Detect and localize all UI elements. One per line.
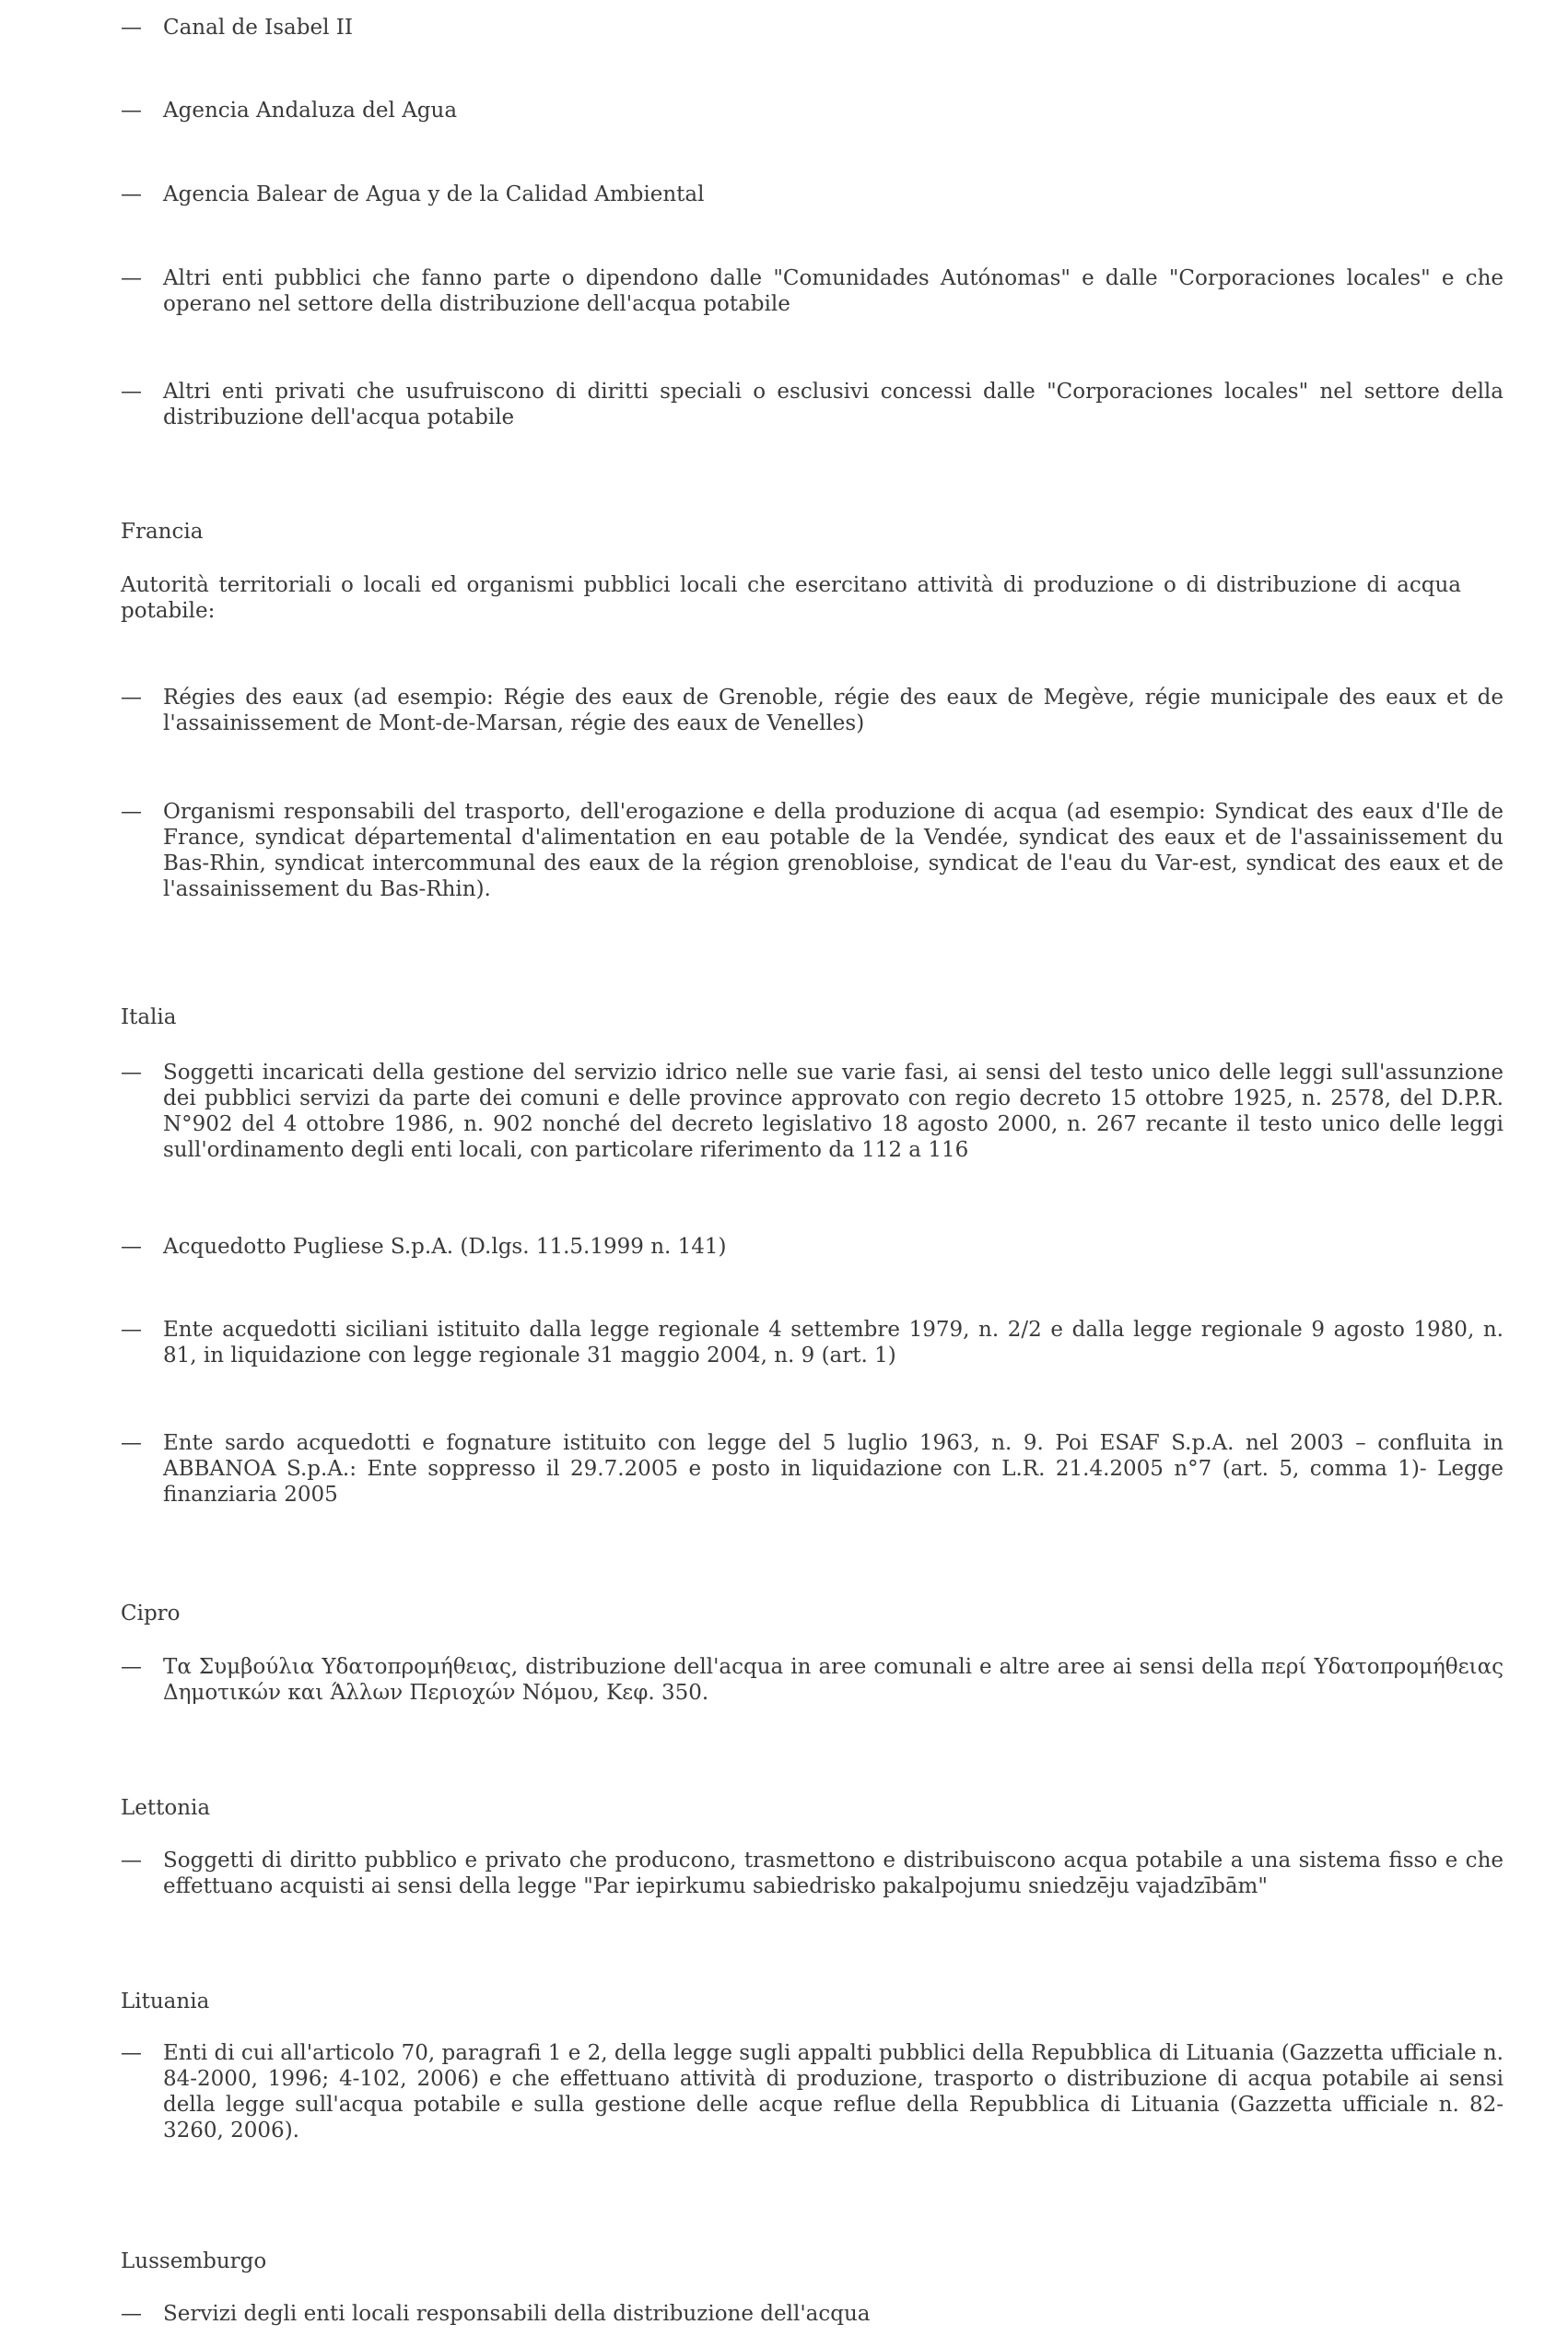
list-item	[121, 1060, 1504, 1163]
item-text: Servizi degli enti locali responsabili della distribuzione dell'acqua	[163, 2302, 871, 2326]
dash: —	[121, 1061, 142, 1085]
dash: —	[121, 1655, 142, 1679]
item-text: Ente acquedotti siciliani istituito dalla legge regionale 4 settembre 1979, n. 2/2 e dalla legge regionale 9 agosto 1980, n. 81, in liquidazione con legge regionale 31 maggio 2004, n. 9 (art. 1)	[163, 1318, 1504, 1368]
section-heading-lussemburgo: Lussemburgo	[121, 2249, 267, 2273]
item-text: Agencia Andaluza del Agua	[163, 99, 458, 123]
section-heading-cipro: Cipro	[121, 1602, 181, 1626]
list-item	[121, 1654, 1504, 1706]
list-item	[121, 2301, 1504, 2327]
item-text: Soggetti di diritto pubblico e privato che producono, trasmettono e distribuiscono acqua potabile a una sistema fisso e che effettuano acquisti ai sensi della legge "Par iepirkumu sabiedrisko pakalpojumu sniedzēju vajadzībām"	[163, 1849, 1504, 1898]
dash: —	[121, 1235, 142, 1259]
item-text: Altri enti privati che usufruiscono di diritti speciali o esclusivi concessi dalle "Corporaciones locales" nel settore della distribuzione dell'acqua potabile	[163, 380, 1504, 429]
dash: —	[121, 800, 142, 824]
item-text: Organismi responsabili del trasporto, dell'erogazione e della produzione di acqua (ad esempio: Syndicat des eaux d'Ile de France, syndicat départemental d'alimentation en eau potable de la Vendée, syndicat des eaux et de l'assainissement du Bas-Rhin, syndicat intercommunal des eaux de la région grenobloise, syndicat de l'eau du Var-est, syndicat des eaux et de l'assainissement du Bas-Rhin).	[163, 800, 1504, 901]
section-heading-lettonia: Lettonia	[121, 1796, 211, 1820]
list-item	[121, 182, 1504, 207]
item-text: Altri enti pubblici che fanno parte o dipendono dalle "Comunidades Autónomas" e dalle "Corporaciones locales" e che operano nel settore della distribuzione dell'acqua potabile	[163, 266, 1504, 316]
list-item	[121, 2040, 1504, 2143]
dash: —	[121, 1318, 142, 1342]
list-item	[121, 1317, 1504, 1368]
dash: —	[121, 1431, 142, 1455]
item-text: Ente sardo acquedotti e fognature istituito con legge del 5 luglio 1963, n. 9. Poi ESAF S.p.A. nel 2003 – confluita in ABBANOA S.p.A.: Ente soppresso il 29.7.2005 e posto in liquidazione con L.R. 21.4.2005 n°7 (art. 5, comma 1)- Legge finanziaria 2005	[163, 1431, 1504, 1507]
dash: —	[121, 266, 142, 290]
item-text: Soggetti incaricati della gestione del servizio idrico nelle sue varie fasi, ai sensi del testo unico delle leggi sull'assunzione dei pubblici servizi da parte dei comuni e delle province approvato con regio decreto 15 ottobre 1925, n. 2578, del D.P.R. N°902 del 4 ottobre 1986, n. 902 nonché del decreto legislativo 18 agosto 2000, n. 267 recante il testo unico delle leggi sull'ordinamento degli enti locali, con particolare riferimento da 112 a 116	[163, 1061, 1504, 1162]
section-heading-francia: Francia	[121, 520, 204, 544]
list-item	[121, 98, 1504, 123]
section-heading-italia: Italia	[121, 1005, 177, 1029]
list-item	[121, 265, 1504, 317]
list-item	[121, 799, 1504, 902]
dash: —	[121, 182, 142, 206]
dash: —	[121, 686, 142, 710]
dash: —	[121, 2041, 142, 2065]
list-item	[121, 379, 1504, 430]
list-item	[121, 1234, 1504, 1260]
list-item	[121, 1848, 1504, 1899]
dash: —	[121, 99, 142, 123]
section-heading-lituania: Lituania	[121, 1990, 210, 2013]
item-text: Canal de Isabel II	[163, 16, 353, 40]
list-item	[121, 685, 1504, 736]
item-text: Régies des eaux (ad esempio: Régie des eaux de Grenoble, régie des eaux de Megève, régie municipale des eaux et de l'assainissement de Mont-de-Marsan, régie des eaux de Venelles)	[163, 686, 1504, 735]
dash: —	[121, 16, 142, 40]
dash: —	[121, 380, 142, 404]
section-intro-francia: Autorità territoriali o locali ed organismi pubblici locali che esercitano attività di produzione o di distribuzione di acqua potabile:	[121, 573, 1461, 623]
dash: —	[121, 1849, 142, 1873]
item-text: Enti di cui all'articolo 70, paragrafi 1 e 2, della legge sugli appalti pubblici della Repubblica di Lituania (Gazzetta ufficiale n. 84-2000, 1996; 4-102, 2006) e che effettuano attività di produzione, trasporto o distribuzione di acqua potabile ai sensi della legge sull'acqua potabile e sulla gestione delle acque reflue della Repubblica di Lituania (Gazzetta ufficiale n. 82-3260, 2006).	[163, 2041, 1504, 2143]
list-item	[121, 15, 1504, 41]
item-text: Τα Συμβούλια Υδατοπρομήθειας, distribuzione dell'acqua in aree comunali e altre aree ai sensi della περί Υδατοπρομήθειας Δημοτικών και Άλλων Περιοχών Νόμου, Κεφ. 350.	[163, 1655, 1504, 1705]
list-item	[121, 1430, 1504, 1508]
item-text: Agencia Balear de Agua y de la Calidad Ambiental	[163, 182, 705, 206]
item-text: Acquedotto Pugliese S.p.A. (D.lgs. 11.5.1999 n. 141)	[163, 1235, 727, 1259]
dash: —	[121, 2302, 142, 2326]
